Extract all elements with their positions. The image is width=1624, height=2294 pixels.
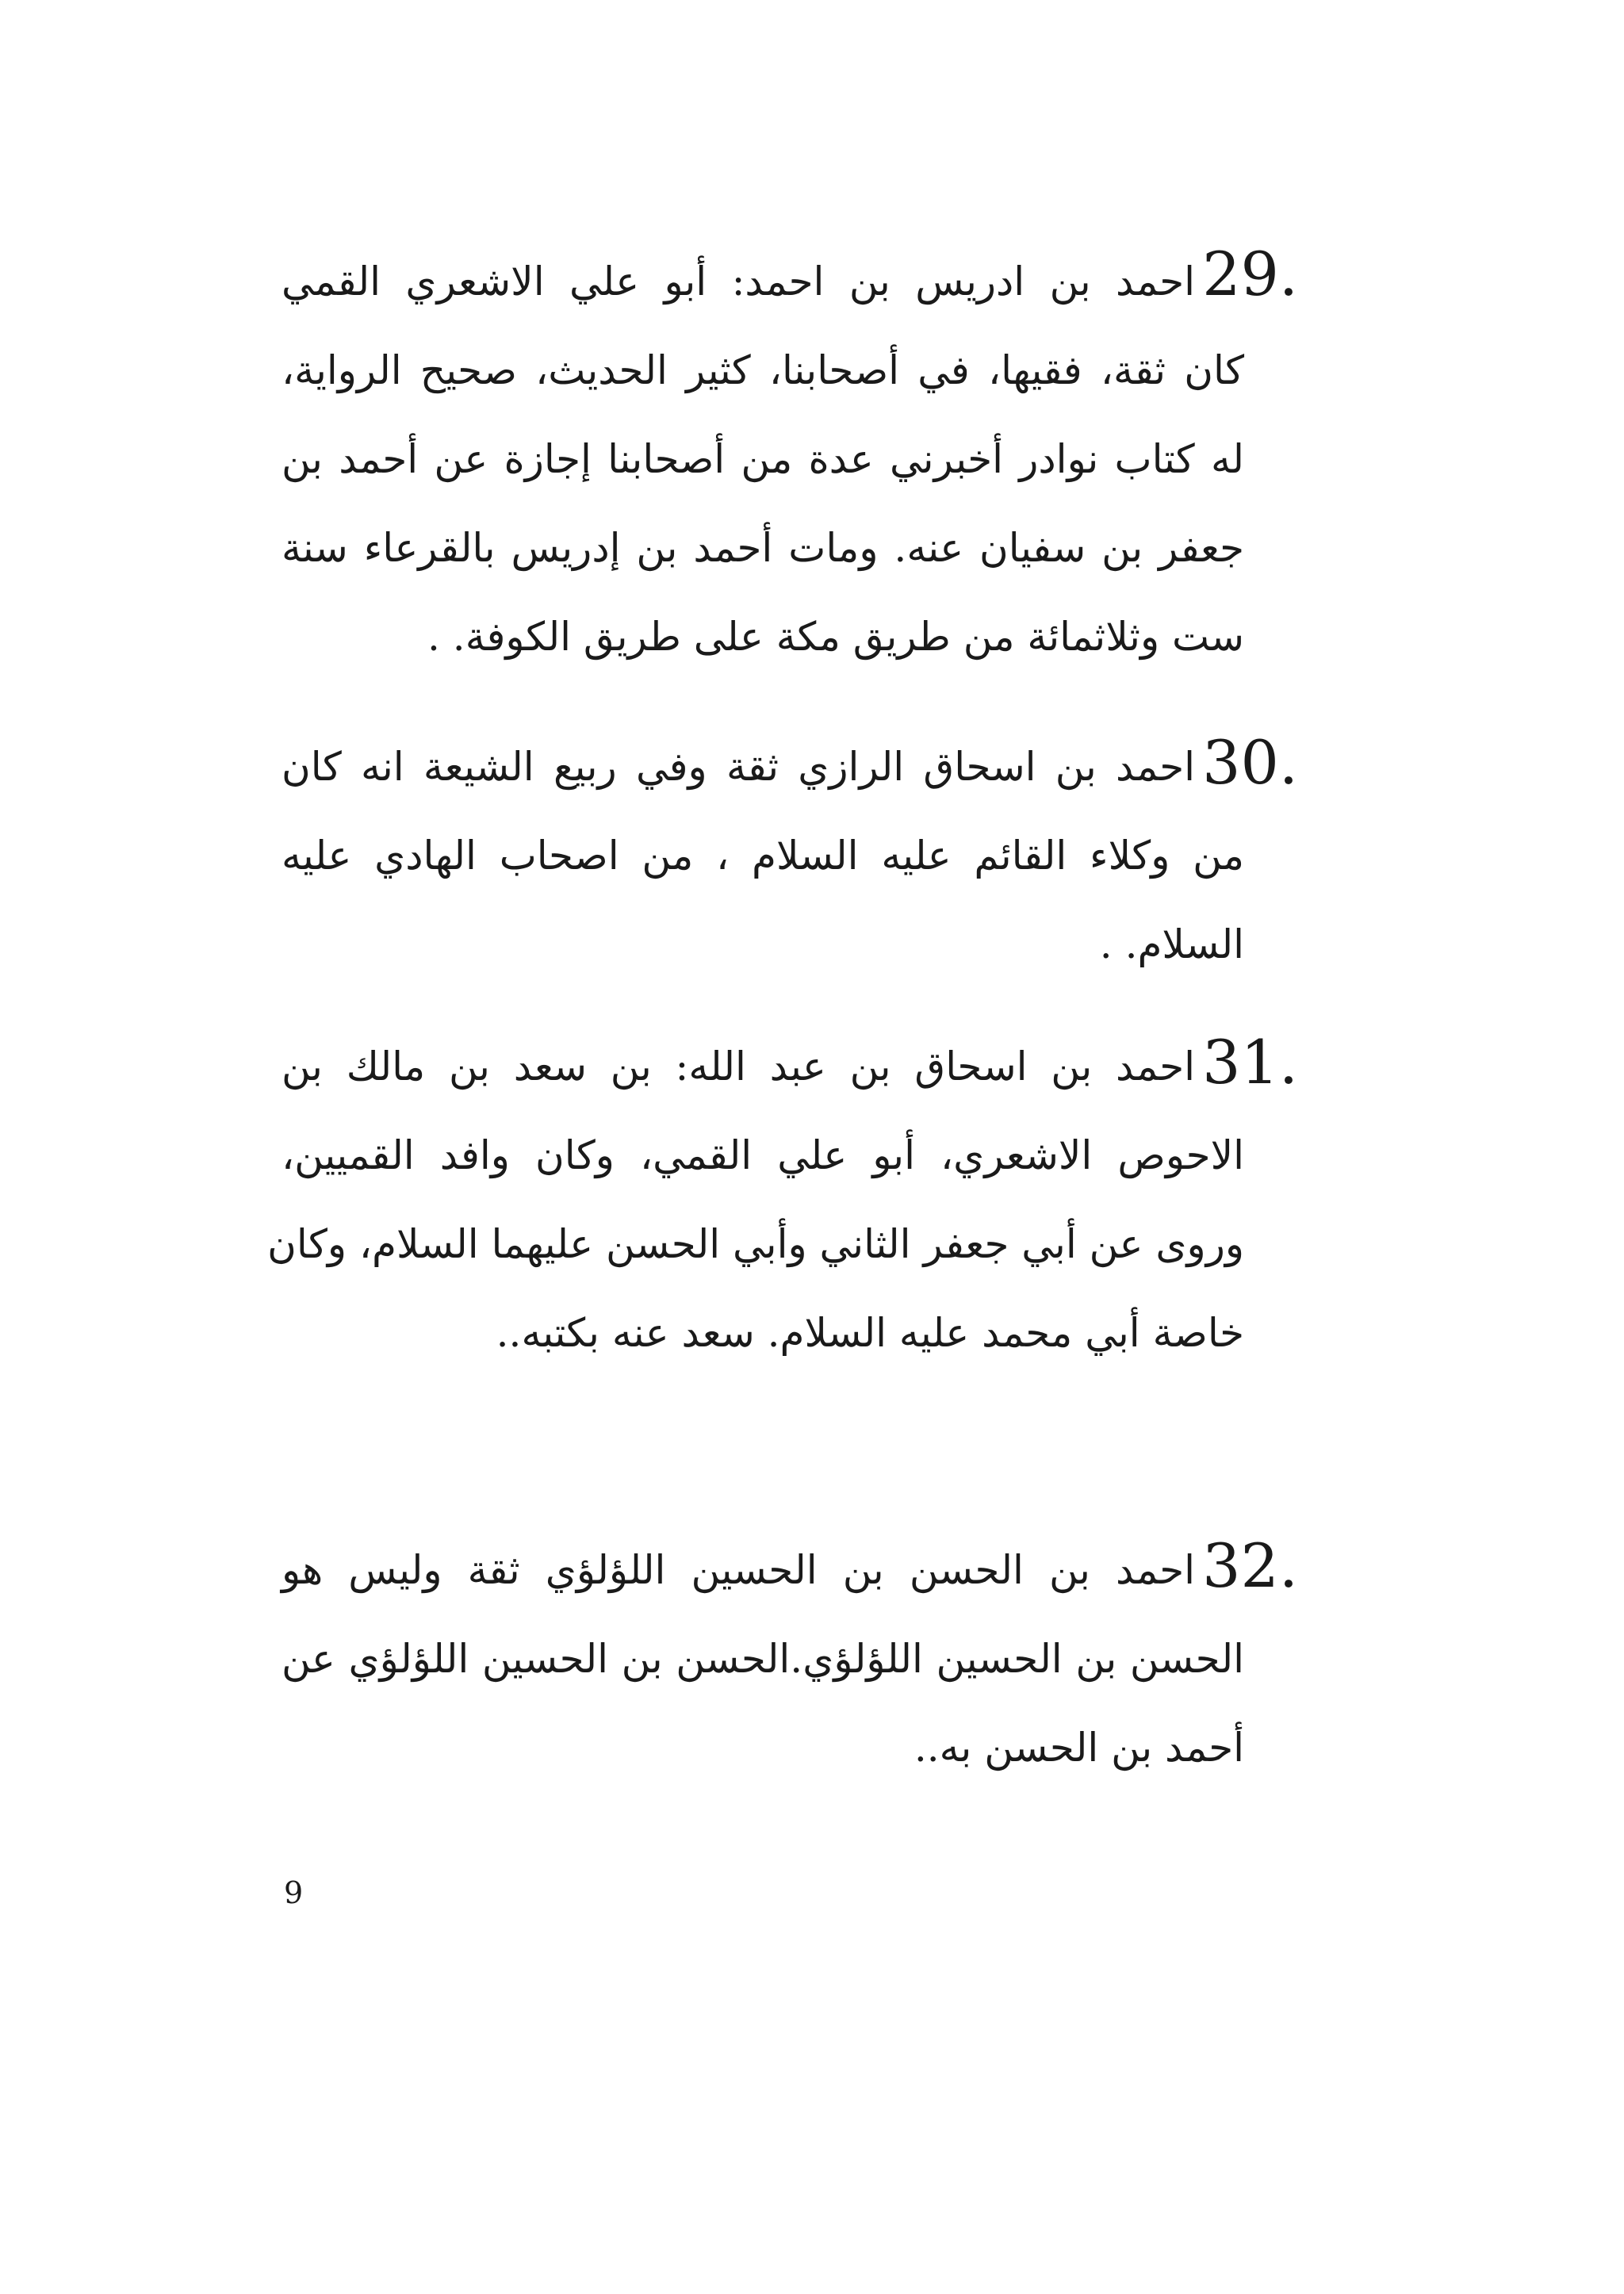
- entry-line: أحمد بن الحسن به..: [914, 1725, 1244, 1771]
- entry-line: جعفر بن سفيان عنه. ومات أحمد بن إدريس بالقرعاء سنة: [282, 525, 1244, 571]
- entry-line: خاصة أبي محمد عليه السلام. سعد عنه بكتبه..: [496, 1310, 1244, 1356]
- page-number: 9: [284, 1875, 304, 1910]
- entry-number: 32.: [1202, 1530, 1298, 1601]
- entry-line: كان ثقة، فقيها، في أصحابنا، كثير الحديث، صحيح الرواية،: [282, 347, 1244, 393]
- entry-line: احمد بن ادريس بن احمد: أبو علي الاشعري القمي: [282, 259, 1195, 304]
- entry-line: احمد بن اسحاق الرازي ثقة وفي ربيع الشيعة انه كان: [282, 744, 1196, 790]
- entry-line: احمد بن الحسن بن الحسين اللؤلؤي ثقة وليس هو: [282, 1547, 1195, 1593]
- entry-line: ست وثلاثمائة من طريق مكة على طريق الكوفة. .: [427, 614, 1244, 660]
- entry-line: له كتاب نوادر أخبرني عدة من أصحابنا إجازة عن أحمد بن: [282, 436, 1245, 482]
- entry-line: السلام. .: [1099, 921, 1244, 967]
- entry-number: 29.: [1202, 239, 1298, 309]
- entry-number: 31.: [1202, 1027, 1298, 1097]
- entry-line: الاحوص الاشعري، أبو علي القمي، وكان وافد القميين،: [282, 1132, 1244, 1178]
- entry-line: احمد بن اسحاق بن عبد الله: بن سعد بن مالك بن: [282, 1044, 1195, 1090]
- entry-line: الحسن بن الحسين اللؤلؤي.الحسن بن الحسين اللؤلؤي عن: [282, 1636, 1244, 1682]
- entry-number: 30.: [1202, 727, 1298, 798]
- entry-line: من وكلاء القائم عليه السلام ، من اصحاب الهادي عليه: [282, 833, 1244, 879]
- entry-line: وروى عن أبي جعفر الثاني وأبي الحسن عليهما السلام، وكان: [267, 1221, 1244, 1267]
